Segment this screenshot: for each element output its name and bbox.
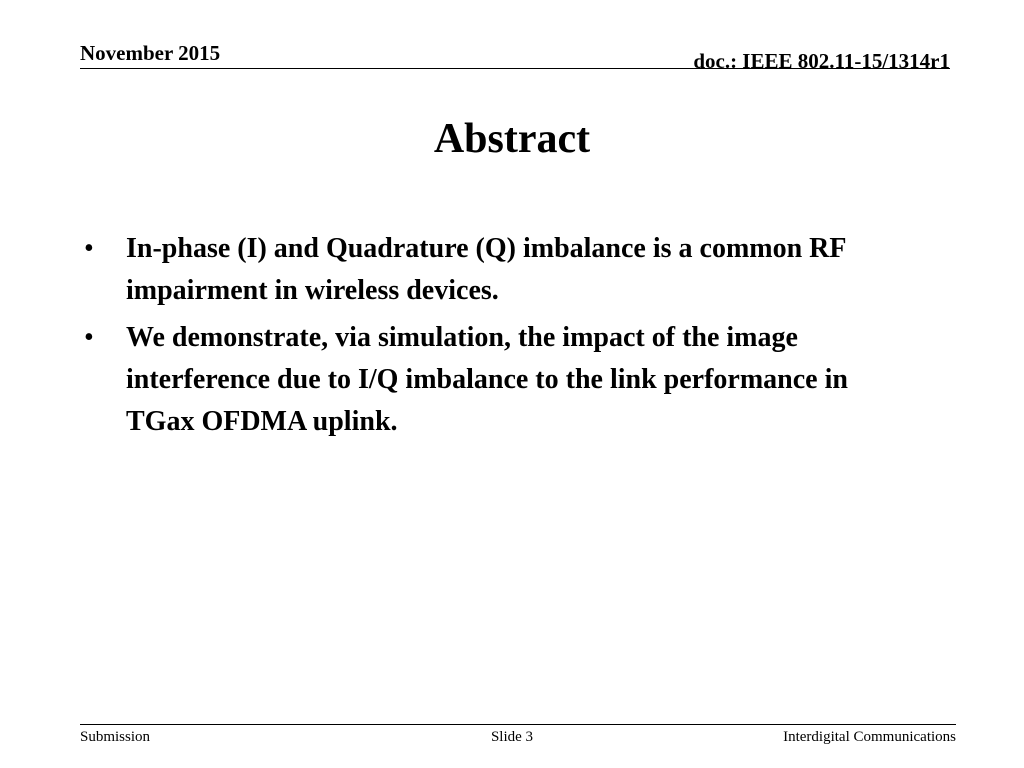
bullet-list bbox=[84, 228, 904, 448]
footer-submission: Submission bbox=[80, 729, 151, 745]
bullet-text: We demonstrate, via simulation, the impact of the image interference due to I/Q imbalance to the link performance in TGax OFDMA uplink. bbox=[126, 322, 848, 437]
footer-divider bbox=[80, 724, 956, 725]
header-date: November 2015 bbox=[80, 41, 221, 65]
footer-organization: Interdigital Communications bbox=[783, 729, 956, 745]
bullet-item bbox=[84, 317, 904, 443]
bullet-icon: • bbox=[84, 233, 94, 264]
header-divider bbox=[80, 68, 950, 69]
slide-title: Abstract bbox=[433, 116, 591, 162]
bullet-text: In-phase (I) and Quadrature (Q) imbalance is a common RF impairment in wireless devices. bbox=[126, 233, 846, 306]
footer-slide-number: Slide 3 bbox=[490, 729, 534, 745]
bullet-icon: • bbox=[84, 322, 94, 353]
bullet-item bbox=[84, 228, 904, 312]
header-doc-id: doc.: IEEE 802.11-15/1314r1 bbox=[693, 49, 950, 73]
